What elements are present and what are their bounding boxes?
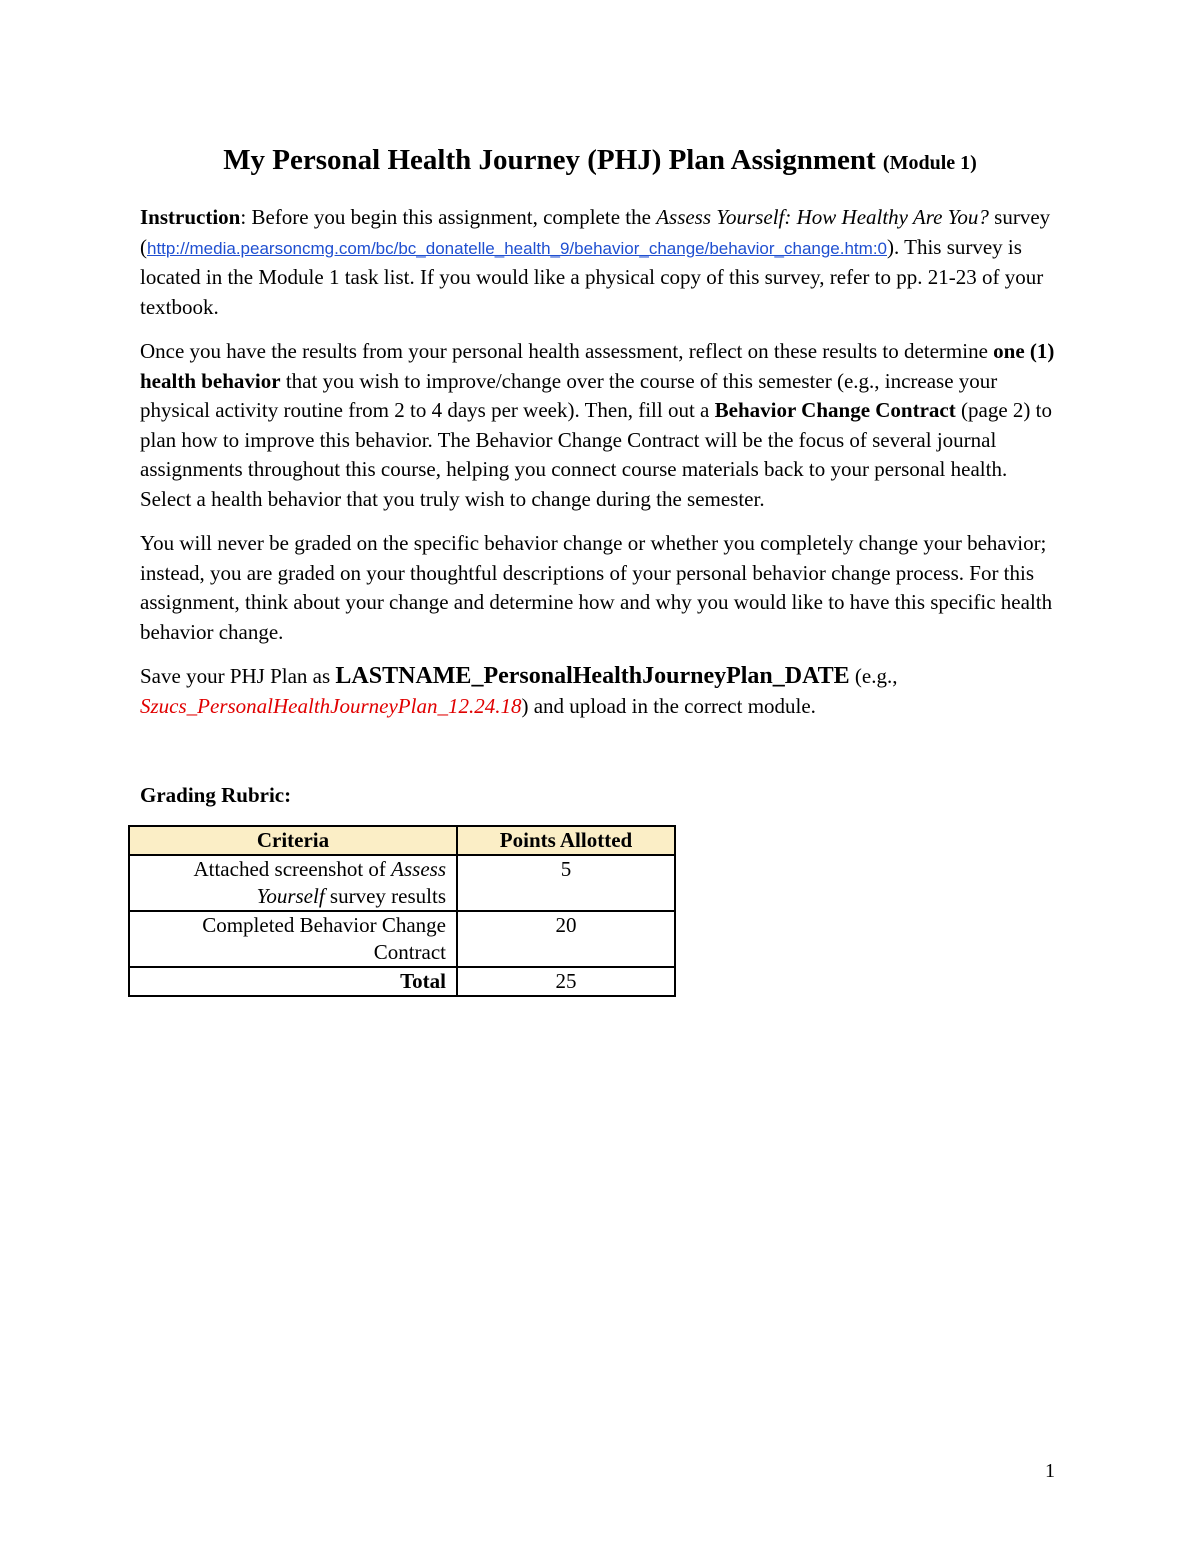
save-text-2: (e.g., [849,664,898,688]
table-header-row [129,826,675,855]
health-behavior-bold: one (1) health behavior [140,339,1055,393]
instruction-text-1: : Before you begin this assignment, complete the [240,205,657,229]
grading-rubric-table [128,825,676,997]
save-text-3: ) and upload in the correct module. [521,693,816,718]
survey-name: Assess Yourself: How Healthy Are You? [656,205,989,229]
criteria-italic: Assess Yourself [256,856,446,908]
filename-example: Szucs_PersonalHealthJourneyPlan_12.24.18 [140,693,522,718]
save-paragraph [140,662,1060,721]
table-row [129,855,675,911]
criteria-text: Attached screenshot of [193,856,392,881]
page-number: 1 [1045,1460,1055,1482]
criteria-cell [129,855,457,911]
page-title [140,142,1060,181]
behavior-text-1: Once you have the results from your personal health assessment, reflect on these results to determine [140,339,994,363]
header-criteria: Criteria [129,826,457,855]
criteria-text: survey results [324,883,446,908]
save-text-1: Save your PHJ Plan as [140,664,336,688]
table-total-row [129,967,675,996]
filename-format: LASTNAME_PersonalHealthJourneyPlan_DATE [335,663,850,689]
table-row [129,911,675,967]
behavior-text-2: that you wish to improve/change over the course of this semester (e.g., increase your physical activity routine from 2 to 4 days per week). Then, fill out a [140,368,998,422]
criteria-cell: Completed Behavior Change Contract [129,911,457,967]
points-cell: 5 [457,855,675,911]
instruction-label: Instruction [140,205,241,229]
total-label [129,967,457,996]
instruction-paragraph [140,203,1060,322]
total-label-text: Total [400,968,446,993]
contract-bold: Behavior Change Contract [714,398,956,422]
document-page [140,142,1060,997]
instruction-text-2: survey ( [140,205,1051,259]
total-points: 25 [457,967,675,996]
behavior-paragraph [140,337,1060,514]
rubric-title: Grading Rubric: [140,783,292,807]
instruction-text-3: ). This survey is located in the Module 1 task list. If you would like a physical copy of this survey, refer to pp. 21-23 of your textbook. [140,234,1044,319]
title-main: My Personal Health Journey (PHJ) Plan Assignment [223,144,876,176]
grading-paragraph: You will never be graded on the specific behavior change or whether you completely change your behavior; instead, you are graded on your thoughtful descriptions of your personal behavior change process. For this assignment, think about your change and determine how and why you would like to have this specific health behavior change. [140,531,1053,644]
behavior-text-3: (page 2) to plan how to improve this behavior. The Behavior Change Contract will be the focus of several journal assignments throughout this course, helping you connect course materials back to your personal health. Select a health behavior that you truly wish to change during the semester. [140,398,1052,511]
survey-link[interactable]: http://media.pearsoncmg.com/bc/bc_donatelle_health_9/behavior_change/behavior_change.htm:0 [147,238,887,258]
title-module: (Module 1) [882,152,977,174]
points-cell: 20 [457,911,675,967]
header-points: Points Allotted [457,826,675,855]
